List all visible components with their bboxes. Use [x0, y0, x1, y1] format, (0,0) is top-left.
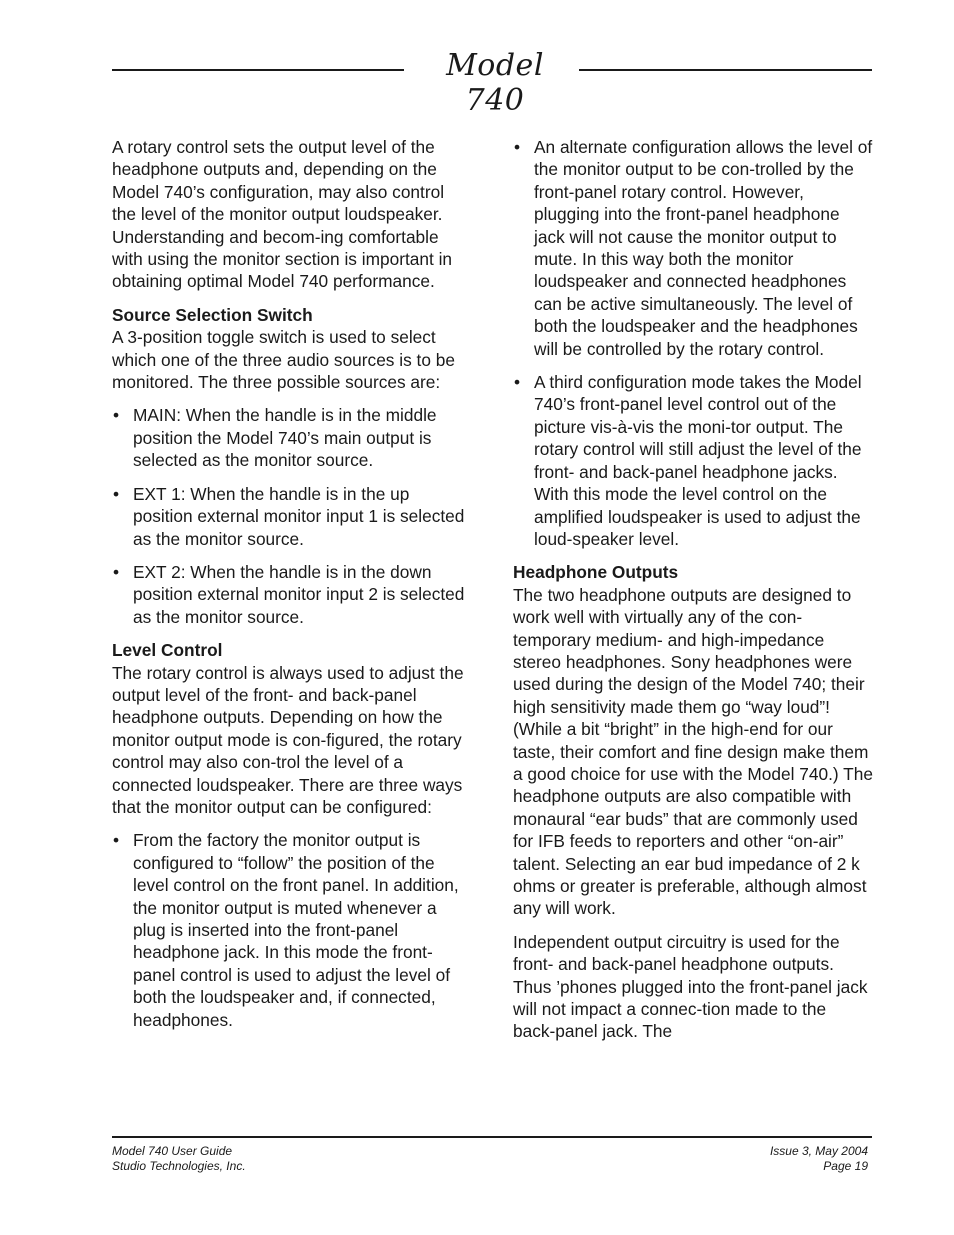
- config-list-continued: [513, 136, 873, 550]
- list-item: [112, 829, 472, 1031]
- list-item: [513, 136, 873, 360]
- headphone-outputs-paragraph: The two headphone outputs are designed to work well with virtually any of the con-temporary medium- and high-impedance stereo headphones. Sony headphones were used during the design of the Model 740; their high sensitivity made them go “way loud”! (While a bit “bright” in the high-end for our taste, their comfort and fine design make them a good choice for use with the Model 740.) The headphone outputs are also compatible with monaural “ear buds” that are commonly used for IFB feeds to reporters and other “on-air” talent. Selecting an ear bud impedance of 2 k ohms or greater is preferable, although almost any will work.: [513, 584, 873, 919]
- footer-issue: Issue 3, May 2004: [769, 1144, 868, 1158]
- source-list: [112, 404, 472, 628]
- bullet-glyph: •: [113, 405, 120, 426]
- list-item-text: EXT 2: When the handle is in the down position external monitor input 2 is selected as the monitor source.: [133, 561, 465, 627]
- page-header: [112, 48, 872, 118]
- bullet-glyph: •: [113, 830, 120, 851]
- footer-company: Studio Technologies, Inc.: [112, 1158, 246, 1173]
- intro-paragraph: A rotary control sets the output level of the headphone outputs and, depending on the Model 740’s configuration, may also control the level of the monitor output loudspeaker. Understanding and becom-ing comfortable with using the monitor section is important in obtaining optimal Model 740 performance.: [112, 137, 453, 292]
- footer-right: [770, 1144, 868, 1173]
- list-item-text: An alternate configuration allows the level of the monitor output to be con-trolled by the front-panel rotary control. However, plugging into the front-panel headphone jack will not cause the monitor output to mute. In this way both the monitor loudspeaker and connected headphones can be active simultaneously. The level of both the loudspeaker and the headphones will be controlled by the rotary control.: [534, 137, 873, 359]
- level-control-paragraph: The rotary control is always used to adjust the output level of the front- and back-panel headphone outputs. Depending on how the monitor output mode is con-figured, the rotary control may also con-trol the level of a connected loudspeaker. There are three ways that the monitor output can be configured:: [112, 662, 464, 817]
- independent-circuitry-paragraph: Independent output circuitry is used for the front- and back-panel headphone outputs. Thus ’phones plugged into the front-panel jack will not impact a connec-tion made to the back-panel jack. The: [513, 931, 868, 1042]
- list-item: [112, 561, 472, 628]
- list-item-text: EXT 1: When the handle is in the up position external monitor input 1 is selected as the monitor source.: [133, 483, 465, 549]
- list-item: [112, 404, 472, 471]
- footer-rule: [112, 1136, 872, 1138]
- section-heading-level-control: Level Control: [112, 640, 223, 661]
- list-item: [112, 483, 472, 550]
- footer-guide-title: Model 740 User Guide: [112, 1144, 233, 1158]
- list-item-text: From the factory the monitor output is configured to “follow” the position of the level control on the front panel. In addition, the monitor output is muted whenever a plug is inserted into the front-panel headphone jack. In this mode the front-panel control is used to adjust the level of both the loudspeaker and, if connected, headphones.: [133, 830, 459, 1030]
- list-item: [513, 371, 873, 550]
- left-column: [112, 136, 472, 1042]
- bullet-glyph: •: [514, 372, 521, 393]
- list-item-text: A third configuration mode takes the Model 740’s front-panel level control out of the picture vis-à-vis the moni-tor output. The rotary control will still adjust the level of the front- and back-panel headphone jacks. With this mode the level control on the amplified loudspeaker is used to adjust the loud-speaker level.: [534, 372, 862, 549]
- bullet-glyph: •: [113, 561, 120, 582]
- list-item-text: MAIN: When the handle is in the middle position the Model 740’s main output is selected as the monitor source.: [133, 405, 437, 471]
- header-rule-left: [112, 69, 404, 71]
- section-heading-headphone-outputs: Headphone Outputs: [513, 562, 679, 583]
- config-list-start: [112, 829, 472, 1031]
- bullet-glyph: •: [514, 137, 521, 157]
- page-title: Model 740: [446, 48, 544, 118]
- header-rule-right: [579, 69, 872, 71]
- source-selection-paragraph: A 3-position toggle switch is used to select which one of the three audio sources is to be monitored. The three possible sources are:: [112, 327, 455, 393]
- section-heading-source-selection: Source Selection Switch: [112, 304, 313, 325]
- footer-page-number: Page 19: [823, 1158, 868, 1173]
- right-column: [513, 136, 873, 1054]
- footer-left: [112, 1144, 246, 1173]
- bullet-glyph: •: [113, 483, 120, 504]
